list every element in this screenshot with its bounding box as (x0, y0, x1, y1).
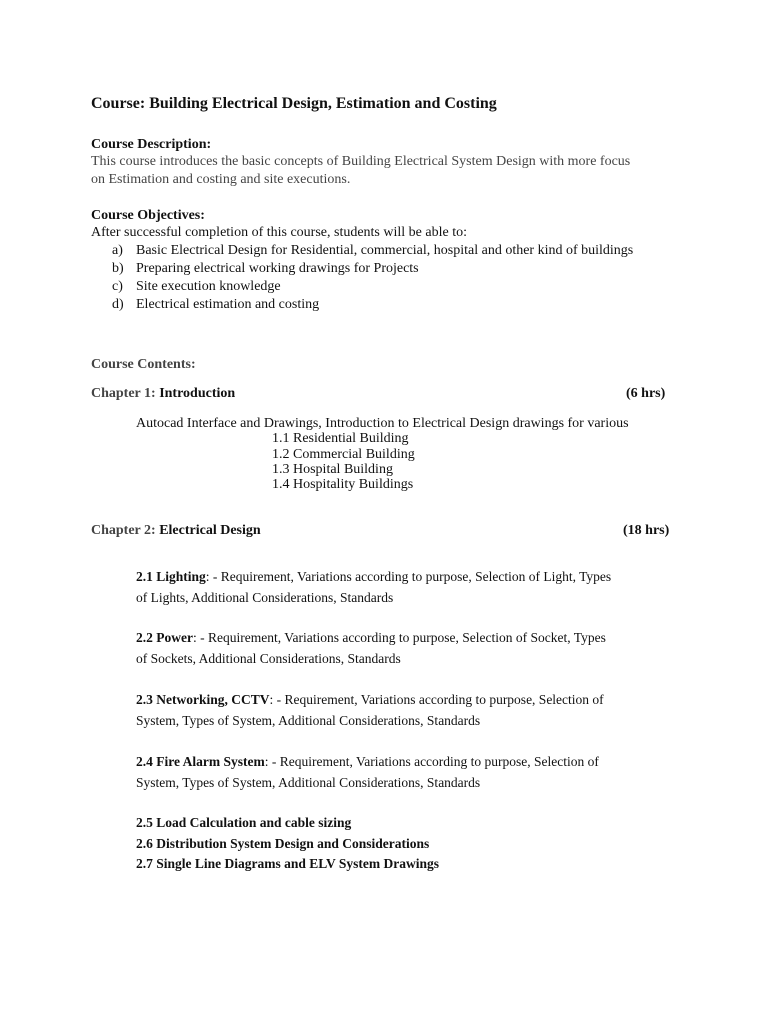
chapter-1-heading (91, 386, 235, 402)
description-heading: Course Description: (91, 137, 212, 152)
section-2-1-line-1 (136, 569, 611, 585)
objective-item (112, 279, 281, 295)
chapter-2-title: Electrical Design (159, 523, 261, 538)
section-2-1-text: : - Requirement, Variations according to purpose, Selection of Light, Types (205, 569, 612, 584)
section-2-1-line-2: of Lights, Additional Considerations, Standards (136, 590, 394, 605)
objective-item (112, 261, 419, 277)
chapter-1-item: 1.1 Residential Building (272, 431, 409, 446)
objectives-intro: After successful completion of this course, students will be able to: (91, 225, 467, 240)
section-2-4-label: 2.4 Fire Alarm System (136, 754, 265, 769)
objective-marker: b) (112, 261, 124, 276)
objective-item (112, 297, 319, 313)
section-2-3-label: 2.3 Networking, CCTV (136, 692, 270, 707)
objective-marker: d) (112, 297, 124, 312)
section-2-3-line-1 (136, 692, 604, 708)
chapter-1-intro: Autocad Interface and Drawings, Introduction to Electrical Design drawings for various (136, 416, 629, 431)
section-2-2-line-2: of Sockets, Additional Considerations, Standards (136, 651, 401, 666)
contents-heading: Course Contents: (91, 357, 196, 372)
section-2-1-label: 2.1 Lighting (136, 569, 206, 584)
objective-marker: c) (112, 279, 123, 294)
objective-text: Basic Electrical Design for Residential, commercial, hospital and other kind of buildings (136, 243, 634, 258)
section-2-3-text: : - Requirement, Variations according to purpose, Selection of (269, 692, 604, 707)
section-2-4-text: : - Requirement, Variations according to purpose, Selection of (264, 754, 599, 769)
chapter-2-prefix: Chapter 2: (91, 523, 160, 538)
section-2-2-line-1 (136, 630, 606, 646)
chapter-1-hours: (6 hrs) (626, 386, 666, 401)
description-line-1: This course introduces the basic concepts of Building Electrical System Design with more focus (91, 154, 631, 169)
chapter-1-item: 1.4 Hospitality Buildings (272, 477, 414, 492)
section-2-4-line-2: System, Types of System, Additional Considerations, Standards (136, 775, 481, 790)
section-2-2-text: : - Requirement, Variations according to purpose, Selection of Socket, Types (192, 630, 606, 645)
objective-item (112, 243, 633, 259)
chapter-1-prefix: Chapter 1: (91, 386, 160, 401)
chapter-1-title: Introduction (159, 386, 236, 401)
chapter-2-hours: (18 hrs) (623, 523, 670, 538)
chapter-2-heading (91, 523, 261, 539)
description-line-2: on Estimation and costing and site executions. (91, 172, 351, 187)
objective-text: Preparing electrical working drawings for Projects (136, 261, 419, 276)
section-2-3-line-2: System, Types of System, Additional Considerations, Standards (136, 713, 481, 728)
objective-text: Site execution knowledge (136, 279, 281, 294)
objective-text: Electrical estimation and costing (136, 297, 320, 312)
section-2-6: 2.6 Distribution System Design and Considerations (136, 836, 430, 851)
section-2-5: 2.5 Load Calculation and cable sizing (136, 815, 352, 830)
course-title: Course: Building Electrical Design, Estimation and Costing (91, 95, 497, 112)
section-2-4-line-1 (136, 754, 599, 770)
section-2-7: 2.7 Single Line Diagrams and ELV System Drawings (136, 856, 440, 871)
objectives-heading: Course Objectives: (91, 208, 205, 223)
chapter-1-item: 1.2 Commercial Building (272, 447, 415, 462)
section-2-2-label: 2.2 Power (136, 630, 193, 645)
objective-marker: a) (112, 243, 123, 258)
chapter-1-item: 1.3 Hospital Building (272, 462, 393, 477)
